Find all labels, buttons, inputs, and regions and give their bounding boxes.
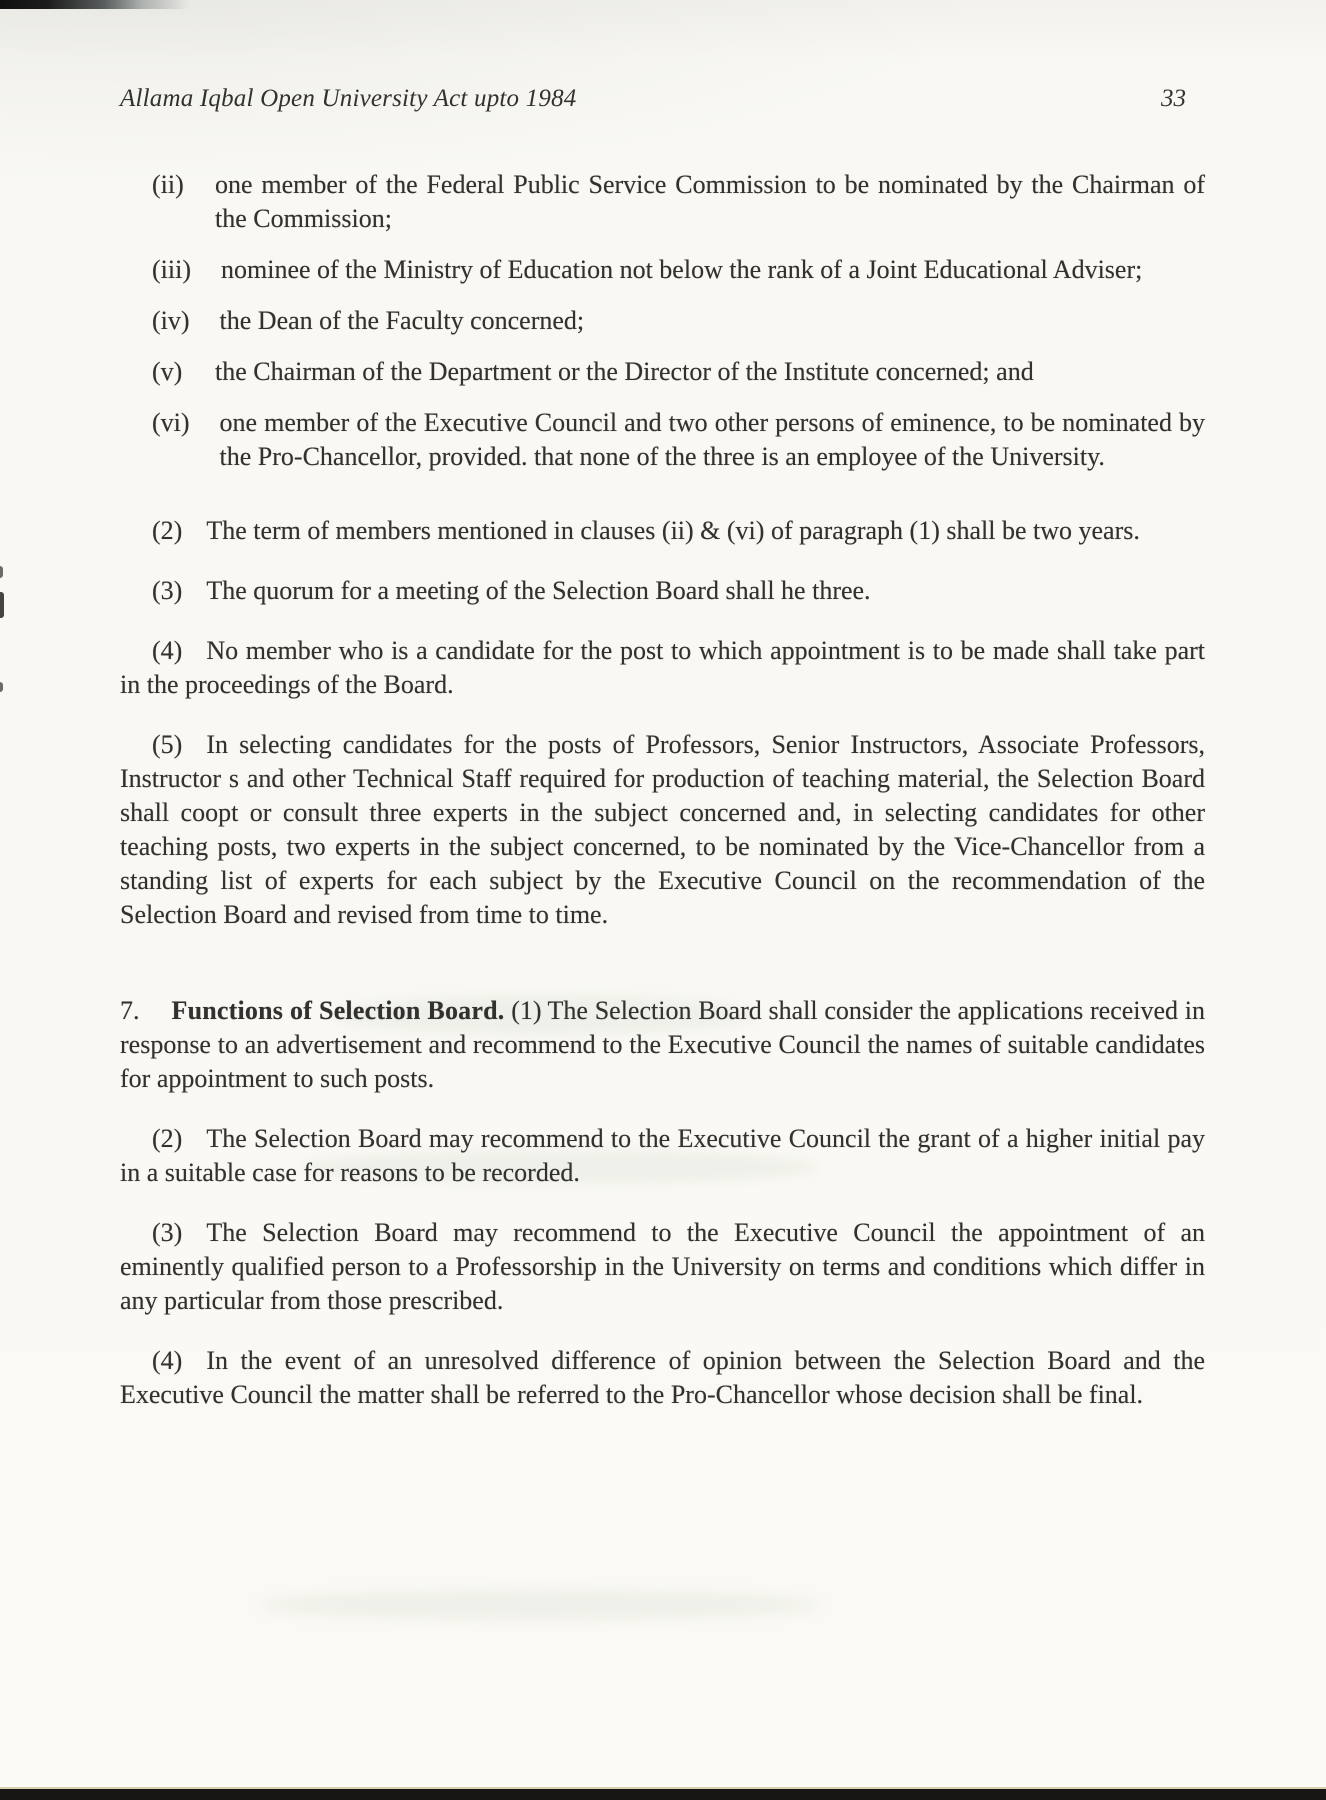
scan-smudge <box>260 1590 820 1620</box>
page-number: 33 <box>1161 85 1186 112</box>
paragraph-2 <box>120 514 1205 548</box>
clause-text: the Dean of the Faculty concerned; <box>219 306 585 335</box>
section-7-heading-paragraph <box>120 994 1205 1096</box>
subsection-label: (1) <box>511 996 542 1025</box>
section-7-paragraph-2 <box>120 1122 1205 1190</box>
clause-item-vi <box>152 406 1205 474</box>
page-header <box>0 0 1326 116</box>
clause-label: (vi) <box>152 408 190 437</box>
paragraph-label: (5) <box>152 730 183 759</box>
paragraph-label: (2) <box>152 1124 183 1153</box>
scan-edge-mark <box>0 566 3 578</box>
clause-text: one member of the Federal Public Service Commission to be nominated by the Chairman of the Commission; <box>215 170 1205 233</box>
scan-artifact-bottom-bar <box>0 1787 1326 1800</box>
paragraph-text: In the event of an unresolved difference of opinion between the Selection Board and the Executive Council the matter shall be referred to the Pro-Chancellor whose decision shall be final. <box>120 1346 1205 1409</box>
clause-label: (v) <box>152 357 183 386</box>
clause-text: nominee of the Ministry of Education not below the rank of a Joint Educational Adviser; <box>221 255 1143 284</box>
paragraph-text: In selecting candidates for the posts of Professors, Senior Instructors, Associate Professors, Instructor s and other Technical Staff required for production of teaching material, the Selection Board shall coopt or consult three experts in the subject concerned and, in selecting candidates for other teaching posts, two experts in the subject concerned, to be nominated by the Vice-Chancellor from a standing list of experts for each subject by the Executive Council on the recommendation of the Selection Board and revised from time to time. <box>120 730 1205 929</box>
paragraph-label: (3) <box>152 576 183 605</box>
page-content <box>120 168 1205 1412</box>
section-number: 7. <box>120 996 140 1025</box>
clause-label: (iv) <box>152 306 190 335</box>
section-title: Functions of Selection Board <box>171 996 498 1025</box>
paragraph-text: The quorum for a meeting of the Selection Board shall he three. <box>206 576 871 605</box>
paragraph-text: The Selection Board may recommend to the Executive Council the appointment of an eminently qualified person to a Professorship in the University on terms and conditions which differ in any particular from those prescribed. <box>120 1218 1205 1315</box>
paragraph-label: (4) <box>152 1346 183 1375</box>
scan-edge-mark <box>0 592 4 618</box>
clause-item-iii <box>152 253 1205 287</box>
clause-text: one member of the Executive Council and two other persons of eminence, to be nominated by the Pro-Chancellor, provided. that none of the three is an employee of the University. <box>219 408 1205 471</box>
section-7-paragraph-3 <box>120 1216 1205 1318</box>
paragraph-text: The term of members mentioned in clauses (ii) & (vi) of paragraph (1) shall be two years. <box>206 516 1140 545</box>
clause-item-ii <box>152 168 1205 236</box>
paragraph-text: The Selection Board may recommend to the Executive Council the grant of a higher initial pay in a suitable case for reasons to be recorded. <box>120 1124 1205 1187</box>
paragraph-label: (2) <box>152 516 183 545</box>
clause-label: (ii) <box>152 170 184 199</box>
paragraph-text: No member who is a candidate for the post to which appointment is to be made shall take part in the proceedings of the Board. <box>120 636 1205 699</box>
paragraph-5 <box>120 728 1205 932</box>
clause-item-v <box>152 355 1205 389</box>
paragraph-label: (4) <box>152 636 183 665</box>
section-intro-text: The Selection Board shall consider the applications received in response to an advertisement and recommend to the Executive Council the names of suitable candidates for appointment to such posts. <box>120 996 1206 1093</box>
section-7-paragraph-4 <box>120 1344 1205 1412</box>
paragraph-label: (3) <box>152 1218 183 1247</box>
section-title-period: . <box>497 996 505 1025</box>
scan-edge-mark <box>0 682 3 692</box>
paragraph-4 <box>120 634 1205 702</box>
clause-text: the Chairman of the Department or the Director of the Institute concerned; and <box>215 357 1034 386</box>
clause-label: (iii) <box>152 255 191 284</box>
document-title: Allama Iqbal Open University Act upto 1984 <box>120 85 577 112</box>
clause-item-iv <box>152 304 1205 338</box>
paragraph-3 <box>120 574 1205 608</box>
